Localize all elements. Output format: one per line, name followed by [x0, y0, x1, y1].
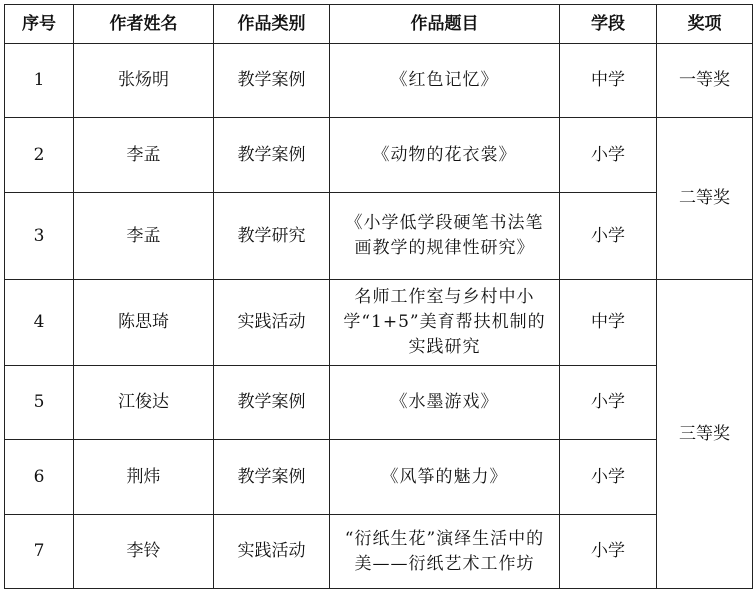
cell-title: 名师工作室与乡村中小学“1+5”美育帮扶机制的实践研究: [330, 280, 560, 366]
cell-category: 教学案例: [214, 118, 330, 193]
cell-author: 江俊达: [74, 366, 214, 440]
cell-number: 4: [5, 280, 74, 366]
cell-stage: 小学: [560, 118, 657, 193]
header-title: 作品题目: [330, 5, 560, 44]
cell-stage: 小学: [560, 515, 657, 589]
cell-stage: 小学: [560, 440, 657, 515]
cell-number: 2: [5, 118, 74, 193]
table-row: [5, 515, 753, 589]
cell-title: “衍纸生花”演绎生活中的美——衍纸艺术工作坊: [330, 515, 560, 589]
awards-table: [4, 4, 753, 589]
cell-category: 教学案例: [214, 440, 330, 515]
cell-award-first: 一等奖: [657, 44, 753, 118]
cell-author: 张炀明: [74, 44, 214, 118]
cell-title: 《红色记忆》: [330, 44, 560, 118]
cell-stage: 中学: [560, 44, 657, 118]
cell-number: 7: [5, 515, 74, 589]
header-award: 奖项: [657, 5, 753, 44]
table-row: [5, 118, 753, 193]
cell-category: 教学研究: [214, 193, 330, 280]
cell-stage: 小学: [560, 193, 657, 280]
table-row: [5, 44, 753, 118]
table-row: [5, 193, 753, 280]
header-number: 序号: [5, 5, 74, 44]
cell-author: 陈思琦: [74, 280, 214, 366]
cell-author: 李孟: [74, 193, 214, 280]
table-header-row: [5, 5, 753, 44]
cell-number: 6: [5, 440, 74, 515]
cell-award-third: 三等奖: [657, 280, 753, 589]
cell-title: 《小学低学段硬笔书法笔画教学的规律性研究》: [330, 193, 560, 280]
table-row: [5, 440, 753, 515]
cell-category: 实践活动: [214, 515, 330, 589]
cell-number: 1: [5, 44, 74, 118]
cell-number: 5: [5, 366, 74, 440]
cell-author: 李孟: [74, 118, 214, 193]
table-row: [5, 366, 753, 440]
header-category: 作品类别: [214, 5, 330, 44]
cell-author: 李铃: [74, 515, 214, 589]
cell-title: 《风筝的魅力》: [330, 440, 560, 515]
cell-award-second: 二等奖: [657, 118, 753, 280]
cell-stage: 中学: [560, 280, 657, 366]
cell-category: 教学案例: [214, 366, 330, 440]
cell-author: 荆炜: [74, 440, 214, 515]
table-row: [5, 280, 753, 366]
cell-number: 3: [5, 193, 74, 280]
header-stage: 学段: [560, 5, 657, 44]
cell-category: 教学案例: [214, 44, 330, 118]
cell-stage: 小学: [560, 366, 657, 440]
header-author: 作者姓名: [74, 5, 214, 44]
cell-title: 《水墨游戏》: [330, 366, 560, 440]
cell-title: 《动物的花衣裳》: [330, 118, 560, 193]
cell-category: 实践活动: [214, 280, 330, 366]
